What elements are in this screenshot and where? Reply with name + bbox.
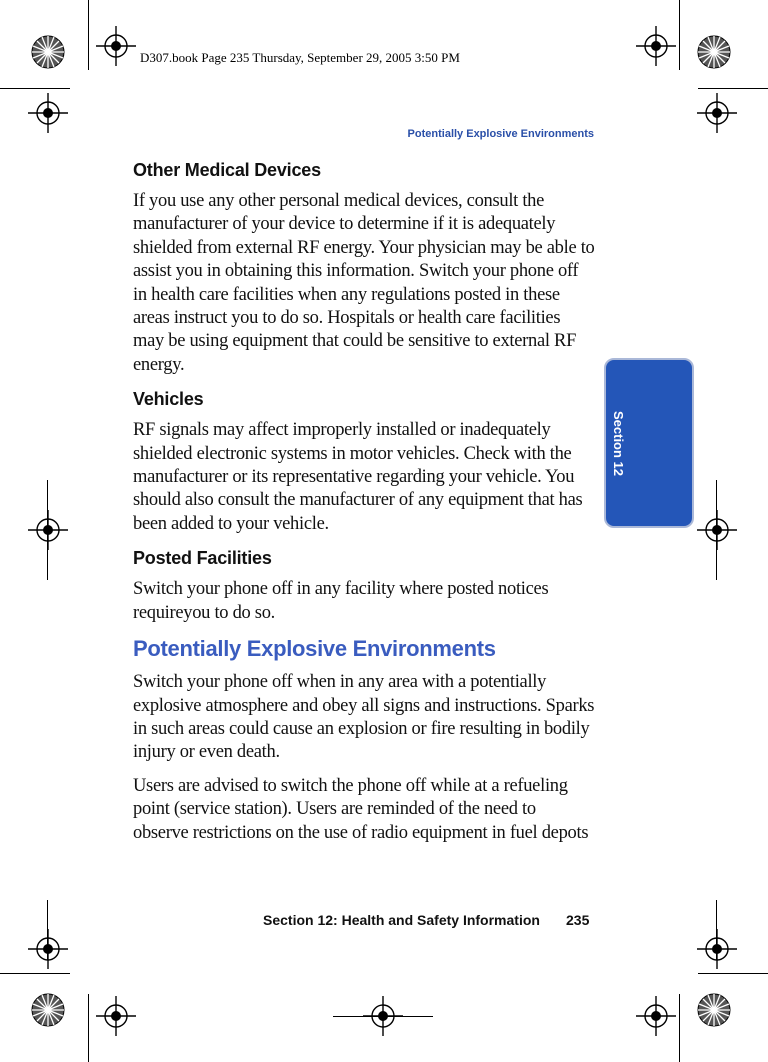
registration-mark-icon xyxy=(96,26,136,66)
paragraph-vehicles: RF signals may affect improperly installed or inadequately shielded electronic systems in motor vehicles. Check with the manufacturer or its representative regarding your vehicle. You should also consult the manufacturer of any equipment that has been added to your vehicle. xyxy=(133,420,583,534)
main-content xyxy=(133,158,595,855)
paragraph-other-medical-devices: If you use any other personal medical devices, consult the manufacturer of your device to determine if it is adequately shielded from external RF energy. Your physician may be able to assist you in obtaining this information. Switch your phone off in health care facilities when any regulations posted in these areas instruct you to do so. Hospitals or health care facilities may be using equipment that could be sensitive to external RF energy. xyxy=(133,191,595,375)
section-tab-label: Section 12 xyxy=(611,410,627,476)
paragraph-explosive-2: Users are advised to switch the phone off while at a refueling point (service station). Users are reminded of the need to observe restrictions on the use of radio equipment in fuel depots xyxy=(133,775,589,843)
footer-section-title: Section 12: Health and Safety Information xyxy=(263,912,540,928)
registration-mark-icon xyxy=(636,996,676,1036)
star-target-icon xyxy=(31,993,65,1027)
section-tab-label-wrap xyxy=(604,358,634,528)
crop-line xyxy=(88,994,89,1062)
crop-line xyxy=(698,973,768,974)
registration-mark-icon xyxy=(28,93,68,133)
crop-line xyxy=(0,973,70,974)
paragraph-explosive-1: Switch your phone off when in any area with a potentially explosive atmosphere and obey all signs and instructions. Sparks in such areas could cause an explosion or fire resulting in bodily injury or even death. xyxy=(133,672,595,763)
crop-line xyxy=(333,1016,433,1017)
paragraph-posted-facilities: Switch your phone off in any facility where posted notices requireyou to do so. xyxy=(133,579,549,623)
heading-other-medical-devices: Other Medical Devices xyxy=(133,160,321,180)
registration-mark-icon xyxy=(697,93,737,133)
running-head: Potentially Explosive Environments xyxy=(407,128,594,140)
crop-line xyxy=(716,900,717,960)
heading-vehicles: Vehicles xyxy=(133,389,204,410)
crop-line xyxy=(679,994,680,1062)
crop-line xyxy=(47,900,48,960)
registration-mark-icon xyxy=(697,929,737,969)
registration-mark-icon xyxy=(636,26,676,66)
registration-mark-icon xyxy=(28,510,68,550)
star-target-icon xyxy=(697,993,731,1027)
registration-mark-icon xyxy=(28,929,68,969)
page-number: 235 xyxy=(566,912,590,928)
registration-mark-icon xyxy=(96,996,136,1036)
star-target-icon xyxy=(31,35,65,69)
crop-line xyxy=(716,480,717,580)
crop-line xyxy=(698,88,768,89)
heading-potentially-explosive: Potentially Explosive Environments xyxy=(133,636,496,662)
crop-line xyxy=(679,0,680,70)
crop-line xyxy=(88,0,89,70)
heading-posted-facilities: Posted Facilities xyxy=(133,548,272,569)
crop-line xyxy=(47,480,48,580)
print-slug: D307.book Page 235 Thursday, September 29, 2005 3:50 PM xyxy=(140,50,460,65)
star-target-icon xyxy=(697,35,731,69)
crop-line xyxy=(0,88,70,89)
registration-mark-icon xyxy=(697,510,737,550)
